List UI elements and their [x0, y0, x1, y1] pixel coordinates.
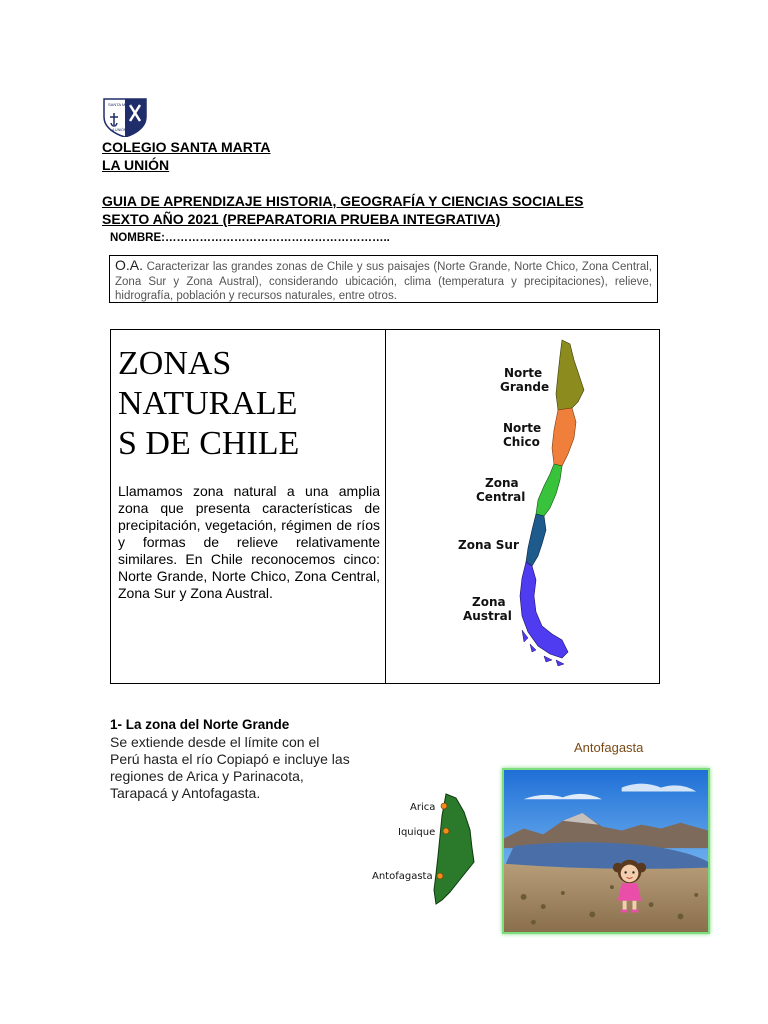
name-field[interactable]: NOMBRE:………………………………………………….. — [110, 232, 390, 244]
norte-grande-region — [434, 794, 474, 904]
map-zone-central — [536, 464, 562, 516]
guide-title — [102, 192, 584, 228]
norte-grande-map — [366, 786, 488, 910]
map-label-norte-grande-1: Norte — [504, 366, 543, 380]
crest-text-top: SANTA MARTA — [108, 102, 136, 107]
zones-title-line3: S DE CHILE — [118, 425, 300, 462]
natural-zones-table — [110, 329, 660, 684]
map-label-norte-chico-2: Chico — [503, 435, 540, 449]
school-crest-logo — [102, 97, 148, 137]
school-city: LA UNIÓN — [102, 157, 170, 173]
map-label-zona-central-1: Zona — [485, 476, 519, 490]
guide-title-line1: GUIA DE APRENDIZAJE HISTORIA, GEOGRAFÍA Y CIENCIAS SOCIALES — [102, 193, 584, 209]
school-header — [102, 138, 271, 174]
crest-text-bottom: LA UNIÓN — [110, 128, 127, 132]
guide-title-line2: SEXTO AÑO 2021 (PREPARATORIA PRUEBA INTEGRATIVA) — [102, 211, 501, 227]
map-label-norte-chico-1: Norte — [503, 421, 542, 435]
photo-caption: Antofagasta — [574, 740, 644, 755]
city-marker-iquique — [443, 828, 449, 834]
zones-description: Llamamos zona natural a una amplia zona que presenta características de precipitación, vegetación, régimen de ríos y formas de relieve relativamente similares. En Chile reconocemos cinco: Norte Grande, Norte Chico, Zona Central, Zona Sur y Zona Austral. — [118, 483, 380, 601]
map-label-zona-sur: Zona Sur — [458, 538, 519, 552]
map-label-zona-austral-2: Austral — [463, 609, 512, 623]
objective-text: Caracterizar las grandes zonas de Chile y sus paisajes (Norte Grande, Norte Chico, Zona Central, Zona Sur y Zona Austral), considerando ubicación, clima (temperatura y precipitaciones), relieve, hidrografía, población y recursos naturales, entre otros. — [115, 261, 652, 302]
map-label-zona-austral-1: Zona — [472, 595, 506, 609]
map-label-zona-central-2: Central — [476, 490, 526, 504]
school-name: COLEGIO SANTA MARTA — [102, 139, 271, 155]
city-label-iquique: Iquique — [398, 827, 436, 838]
city-label-antofagasta: Antofagasta — [372, 871, 433, 882]
learning-objective-box — [109, 255, 658, 303]
map-label-norte-grande-2: Grande — [500, 380, 550, 394]
map-zone-austral — [520, 562, 568, 658]
map-zone-norte-grande — [556, 340, 584, 410]
zones-title-line2: NATURALE — [118, 385, 298, 422]
section-norte-grande-text: Se extiende desde el límite con el Perú hasta el río Copiapó e incluye las regiones de Arica y Parinacota, Tarapacá y Antofagasta. — [110, 734, 350, 801]
chile-zones-map — [386, 330, 660, 683]
zones-title — [118, 344, 378, 464]
city-marker-antofagasta — [437, 873, 443, 879]
city-label-arica: Arica — [410, 802, 436, 813]
objective-label: O.A. — [115, 257, 144, 273]
map-zone-sur — [526, 514, 546, 566]
section-norte-grande-title: 1- La zona del Norte Grande — [110, 717, 290, 732]
map-zone-norte-chico — [552, 408, 576, 466]
city-marker-arica — [441, 803, 447, 809]
antofagasta-landscape-photo — [502, 768, 710, 934]
zones-title-line1: ZONAS — [118, 345, 232, 382]
